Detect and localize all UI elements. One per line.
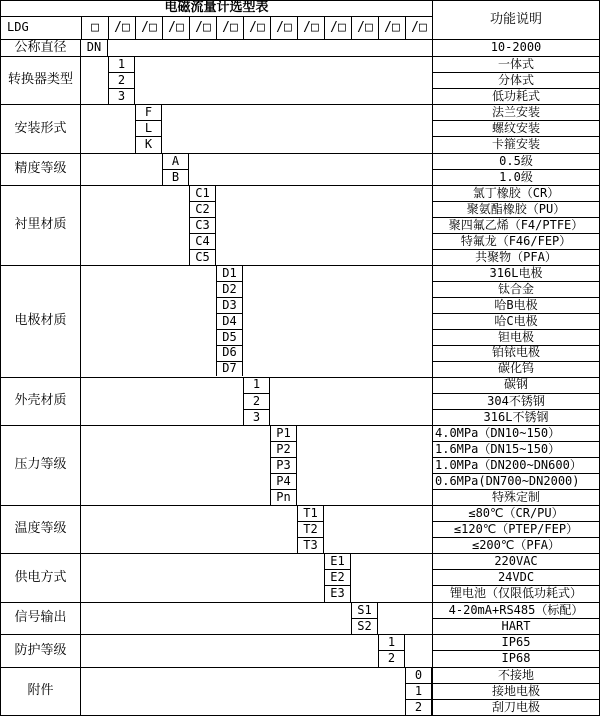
category-label: 附件 [1,668,81,715]
code-cell: D2 [216,282,243,298]
desc-column [432,154,599,186]
category-label: 温度等级 [1,506,81,553]
code-box: /□ [108,17,135,39]
code-box: /□ [297,17,324,39]
desc-cell: 哈C电极 [433,314,599,330]
desc-cell: 特氟龙（F46/FEP） [433,234,599,250]
desc-column [432,105,599,152]
desc-cell: 316L不锈钢 [483,409,549,424]
code-column [189,186,216,265]
empty-cell [81,105,135,152]
table-header [1,1,599,39]
desc-cell: ≤120℃（PTEP/FEP） [433,522,599,538]
desc-cell: 4.0MPa（DN10~150） [433,426,599,442]
code-cell: 3 [243,410,270,425]
category-label: 信号输出 [1,603,81,635]
code-column [324,554,351,601]
code-cell: F [135,105,162,121]
code-cell: D6 [216,346,243,362]
category-label: 安装形式 [1,105,81,152]
desc-cell: 锂电池（仅限低功耗式） [449,586,582,601]
empty-cell [81,668,405,715]
category-label: 电极材质 [1,266,81,377]
desc-column [432,266,599,377]
code-cell: 2 [405,700,432,715]
category-label: 精度等级 [1,154,81,186]
code-box: /□ [216,17,243,39]
empty-cell [243,266,432,377]
empty-cell [81,266,216,377]
desc-cell: 304不锈钢 [433,394,599,410]
block-installation-form [1,104,599,152]
code-cell: K [135,137,162,152]
block-protection-class [1,634,599,667]
desc-cell: 0.6MPa(DN700~DN2000) [433,474,599,490]
function-description-header: 功能说明 [432,1,599,39]
code-cell: D5 [216,330,243,346]
code-cell: L [135,121,162,137]
desc-cell: 刮刀电极 [491,699,540,714]
code-cell: 1 [108,57,135,73]
empty-cell [405,635,432,667]
code-cell: C2 [189,202,216,218]
code-cell: A [162,154,189,170]
block-housing-material [1,377,599,425]
desc-cell: 卡箍安装 [491,137,540,152]
desc-cell: 法兰安装 [433,105,599,121]
desc-cell: 钛合金 [433,282,599,298]
code-cell: 2 [243,394,270,410]
category-label: 压力等级 [1,426,81,505]
empty-cell [324,506,432,553]
desc-cell: 不接地 [433,668,599,684]
desc-column [432,603,599,635]
code-box: □ [81,17,108,39]
desc-cell: 氯丁橡胶（CR） [433,186,599,202]
code-cell: C5 [189,250,216,265]
code-cell: 1 [378,635,405,651]
desc-column [432,635,599,667]
desc-cell: 316L电极 [433,266,599,282]
code-cell: P3 [270,458,297,474]
desc-cell: 铂铱电极 [433,346,599,362]
desc-column [432,668,599,715]
code-cell: C1 [189,186,216,202]
block-accuracy-class [1,153,599,186]
code-cell: P1 [270,426,297,442]
empty-cell [81,603,351,635]
desc-cell: 220VAC [433,554,599,570]
empty-cell [216,186,432,265]
code-cell: 2 [378,651,405,666]
code-cell: 2 [108,73,135,89]
desc-column [432,378,599,425]
desc-cell: 接地电极 [433,684,599,700]
code-column [405,668,432,715]
desc-cell: 低功耗式 [491,89,540,103]
desc-cell: 一体式 [433,57,599,73]
category-label: 转换器类型 [1,57,81,104]
desc-column [432,57,599,104]
code-cell: T2 [297,522,324,538]
empty-cell [162,105,432,152]
code-cell: DN [81,40,108,56]
code-cell: D4 [216,314,243,330]
code-column [216,266,243,377]
code-cell: C3 [189,218,216,234]
desc-column [432,426,599,505]
code-box: /□ [243,17,270,39]
block-pressure-class [1,425,599,505]
category-label: 衬里材质 [1,186,81,265]
code-cell: D1 [216,266,243,282]
desc-cell: 分体式 [433,73,599,89]
desc-cell: 碳化钨 [497,361,534,376]
empty-cell [81,378,243,425]
desc-cell: 10-2000 [490,40,542,55]
desc-cell: 24VDC [433,570,599,586]
desc-cell: 4-20mA+RS485（标配） [433,603,599,619]
block-power-supply [1,553,599,601]
desc-cell: 1.0级 [499,169,533,184]
block-converter-type [1,56,599,104]
desc-cell: 螺纹安装 [433,121,599,137]
desc-cell: 共聚物（PFA） [475,250,557,264]
header-left [1,1,432,39]
code-cell: E2 [324,570,351,586]
code-column [81,40,108,56]
code-box: /□ [162,17,189,39]
code-column [378,635,405,667]
model-code-row [1,16,432,39]
desc-cell: IP65 [433,635,599,651]
desc-cell: HART [501,618,531,633]
code-cell: 3 [108,89,135,104]
code-cell: S1 [351,603,378,619]
code-box: /□ [405,17,432,39]
empty-cell [108,40,432,56]
category-label: 供电方式 [1,554,81,601]
code-cell: E1 [324,554,351,570]
empty-cell [189,154,432,186]
block-electrode-material [1,265,599,377]
empty-cell [81,154,162,186]
block-temperature-class [1,505,599,553]
category-label: 公称直径 [1,40,81,56]
desc-column [432,554,599,601]
desc-cell: 1.0MPa（DN200~DN600） [433,458,599,474]
empty-cell [378,603,432,635]
desc-column [432,186,599,265]
code-cell: 0 [405,668,432,684]
empty-cell [81,57,108,104]
empty-cell [81,635,378,667]
code-box: /□ [324,17,351,39]
empty-cell [297,426,432,505]
code-cell: T1 [297,506,324,522]
empty-cell [81,186,189,265]
desc-cell: ≤200℃（PFA） [471,538,561,552]
empty-cell [81,506,297,553]
code-cell: D7 [216,362,243,377]
code-box: /□ [270,17,297,39]
empty-cell [135,57,432,104]
code-column [135,105,162,152]
desc-cell: 特殊定制 [491,489,540,504]
desc-column [432,506,599,553]
empty-cell [81,426,270,505]
desc-cell: 聚四氟乙烯（F4/PTFE） [433,218,599,234]
code-cell: P4 [270,474,297,490]
category-label: 外壳材质 [1,378,81,425]
desc-cell: 钽电极 [433,330,599,346]
code-column [162,154,189,186]
desc-column [432,40,599,56]
code-box: /□ [378,17,405,39]
code-column [270,426,297,505]
code-column [351,603,378,635]
code-cell: 1 [243,378,270,394]
code-box: /□ [135,17,162,39]
code-cell: D3 [216,298,243,314]
block-liner-material [1,185,599,265]
empty-cell [351,554,432,601]
desc-cell: 哈B电极 [433,298,599,314]
code-column [243,378,270,425]
desc-cell: ≤80℃（CR/PU） [433,506,599,522]
desc-cell: 0.5级 [433,154,599,170]
code-cell: Pn [270,490,297,505]
code-cell: C4 [189,234,216,250]
code-cell: T3 [297,538,324,553]
code-cell: 1 [405,684,432,700]
code-column [108,57,135,104]
empty-cell [81,554,324,601]
code-cell: S2 [351,619,378,634]
block-accessories [1,667,599,715]
code-column [297,506,324,553]
block-signal-output [1,602,599,635]
code-box: /□ [189,17,216,39]
category-label: 防护等级 [1,635,81,667]
code-box: /□ [351,17,378,39]
table-title: 电磁流量计选型表 [164,0,269,16]
block-nominal-diameter [1,39,599,56]
desc-cell: IP68 [501,651,531,666]
code-cell: P2 [270,442,297,458]
model-code-prefix: LDG [7,20,29,35]
desc-cell: 聚氨酯橡胶（PU） [433,202,599,218]
code-cell: E3 [324,586,351,601]
empty-cell [270,378,432,425]
desc-cell: 1.6MPa（DN15~150） [433,442,599,458]
desc-cell: 碳钢 [433,378,599,394]
code-cell: B [162,170,189,185]
